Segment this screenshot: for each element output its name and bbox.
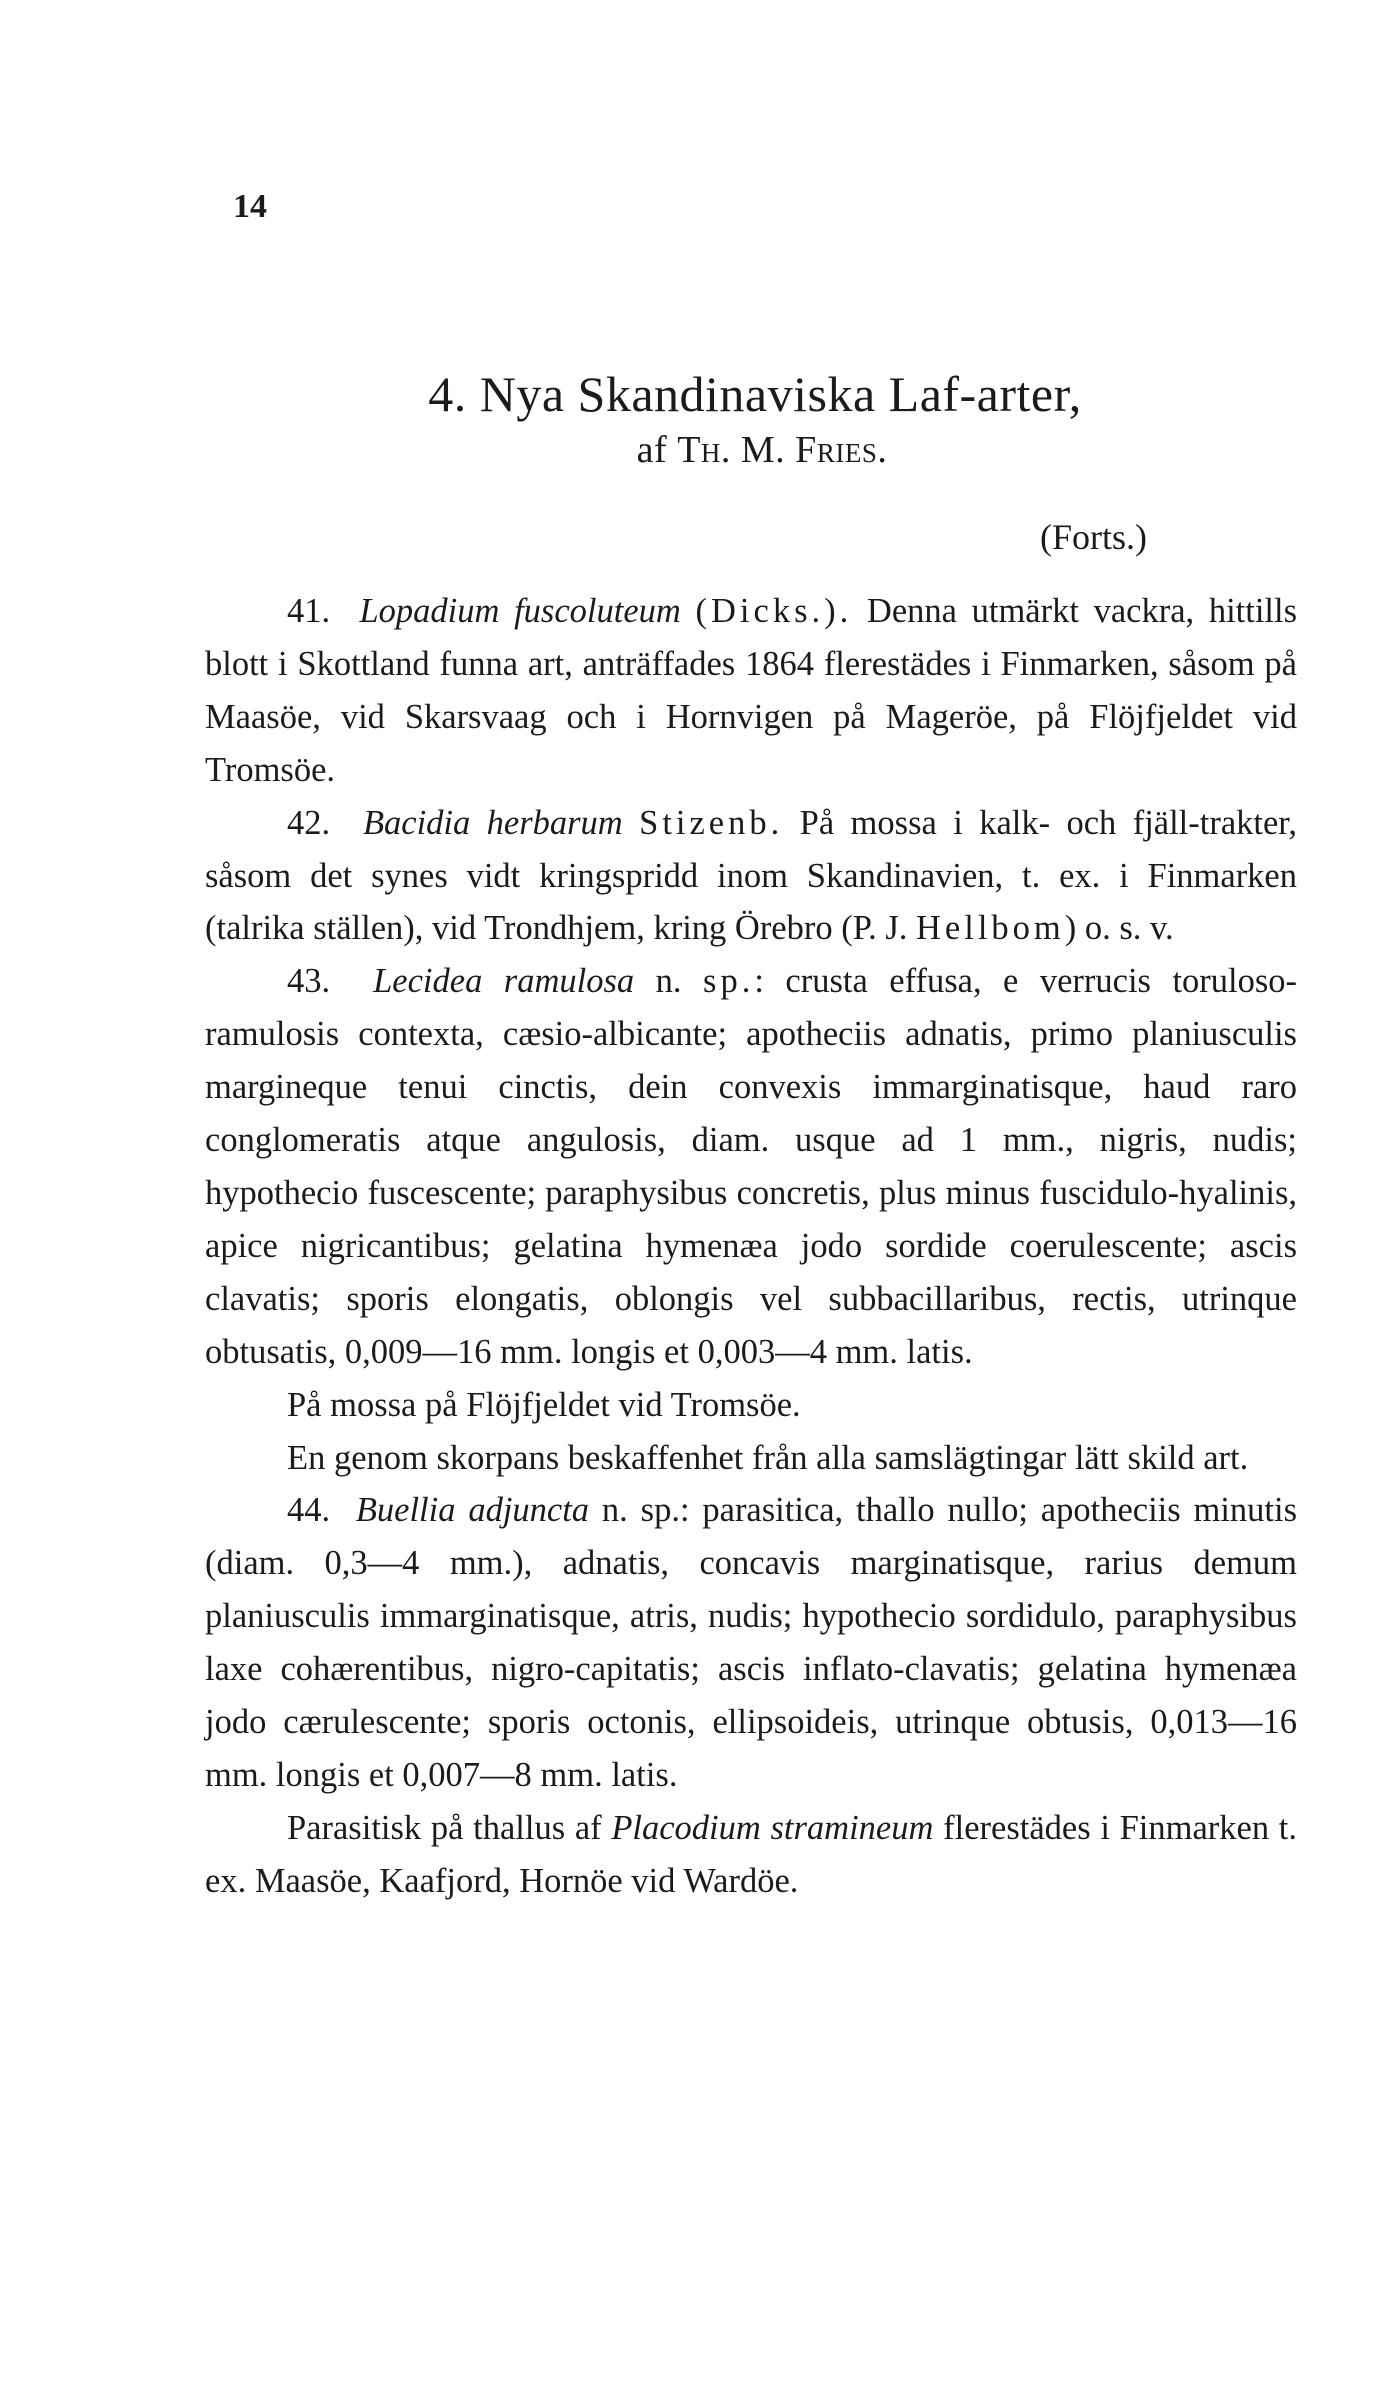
entry-43-habitat: På mossa på Flöjfjeldet vid Tromsöe. xyxy=(287,1385,801,1424)
host-species: Placodium stramineum xyxy=(611,1808,934,1847)
species-name: Bacidia herbarum xyxy=(362,803,623,842)
habitat-text: Parasitisk på thallus af xyxy=(287,1808,602,1847)
page-number: 14 xyxy=(233,188,267,225)
entry-text: : crusta effusa, e verrucis toruloso-ramulosis contexta, cæsio-albicante; apotheciis adnatis, primo planiusculis margineque tenui cinctis, dein convexis immarginatisque, haud raro conglomeratis atque angulosis, diam. usque ad 1 mm., nigris, nudis; hypothecio fuscescente; paraphysibus concretis, plus minus fuscidulo-hyalinis, apice nigricantibus; gelatina hymenæa jodo sordide coerulescente; ascis clavatis; sporis elongatis, oblongis vel subbacillaribus, rectis, utrinque obtusatis, 0,009—16 mm. longis et 0,003—4 mm. latis. xyxy=(205,962,1298,1371)
species-name: Buellia adjuncta xyxy=(355,1491,590,1530)
section-title xyxy=(205,365,1305,423)
entry-41 xyxy=(205,585,1297,797)
species-authority: (Dicks.). xyxy=(695,592,853,630)
species-sp: sp. xyxy=(703,962,755,1001)
entry-number: 41. xyxy=(287,592,331,630)
entry-42 xyxy=(205,797,1297,956)
author-prefix: af xyxy=(636,429,668,471)
entry-text-end: ) o. s. v. xyxy=(1064,909,1174,948)
species-authority: n. sp. xyxy=(601,1491,680,1530)
species-authority: Stizenb. xyxy=(639,803,784,842)
section-author xyxy=(212,428,1312,472)
entry-text: : parasitica, thallo nullo; apotheciis minutis (diam. 0,3—4 mm.), adnatis, concavis marginatisque, rarius demum planiusculis immarginatisque, atris, nudis; hypothecio sordidulo, paraphysibus laxe cohærentibus, nigro-capitatis; ascis inflato-clavatis; gelatina hymenæa jodo cærulescente; sporis octonis, ellipsoideis, utrinque obtusis, 0,013—16 mm. longis et 0,007—8 mm. latis. xyxy=(205,1491,1298,1794)
habitat-text-end: flerestädes i Finmarken t. ex. Maasöe, Kaafjord, Hornöe vid Wardöe. xyxy=(205,1808,1297,1900)
species-name: Lopadium fuscoluteum xyxy=(359,592,681,630)
entry-44 xyxy=(205,1484,1297,1801)
species-authority: n. xyxy=(655,962,682,1001)
entry-number: 42. xyxy=(287,803,331,842)
entry-43 xyxy=(205,955,1297,1378)
collector-name: Hellbom xyxy=(916,909,1065,948)
continued-marker: (Forts.) xyxy=(1040,517,1147,557)
author-name: Th. M. Fries. xyxy=(677,429,888,471)
article-body xyxy=(205,585,1297,1908)
section-number: 4. xyxy=(428,366,467,422)
entry-44-habitat xyxy=(205,1802,1297,1908)
species-name: Lecidea ramulosa xyxy=(373,962,635,1001)
entry-text: På mossa i kalk- och fjäll-trakter, såsom det synes vidt kringspridd inom Skandinavien, t. ex. i Finmarken (talrika ställen), vid Trondhjem, kring Örebro (P. J. xyxy=(205,803,1298,948)
entry-number: 43. xyxy=(287,962,331,1001)
entry-number: 44. xyxy=(287,1491,331,1530)
entry-43-remark: En genom skorpans beskaffenhet från alla samslägtingar lätt skild art. xyxy=(287,1438,1249,1477)
entry-text: Denna utmärkt vackra, hittills blott i Skottland funna art, anträffades 1864 flerestädes i Finmarken, såsom på Maasöe, vid Skarsvaag och i Hornvigen på Mageröe, på Flöjfjeldet vid Tromsöe. xyxy=(205,592,1298,789)
section-title-text: Nya Skandinaviska Laf-arter, xyxy=(479,366,1082,422)
